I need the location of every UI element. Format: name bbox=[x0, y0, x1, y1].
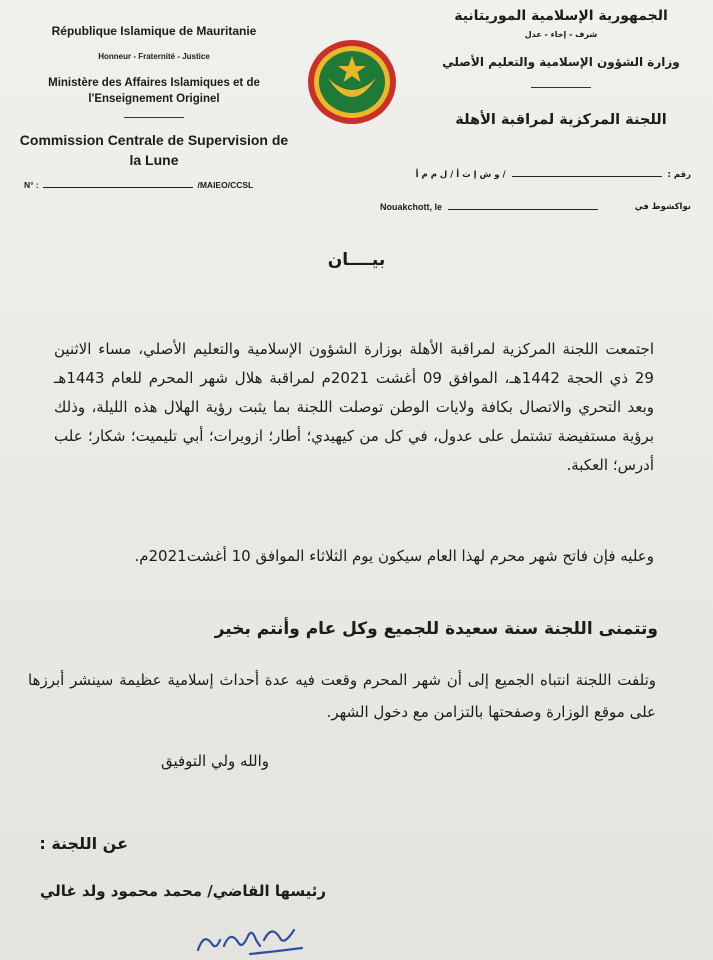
header-french bbox=[14, 18, 294, 170]
number-suffix-fr: /MAIEO/CCSL bbox=[197, 180, 254, 190]
number-label-ar: رقم : bbox=[667, 170, 691, 180]
commission-name-ar: اللجنة المركزية لمراقبة الأهلة bbox=[455, 112, 667, 128]
paragraph-wishes: وتتمنى اللجنة سنة سعيدة للجميع وكل عام وأنتم بخير bbox=[214, 619, 658, 639]
date-blank-line bbox=[448, 209, 598, 210]
commission-name-fr: Commission Centrale de Supervision de la Lune bbox=[19, 132, 289, 168]
country-name-ar: الجمهورية الإسلامية الموريتانية bbox=[454, 8, 668, 24]
header-divider-ar bbox=[531, 87, 591, 88]
reference-number-fr bbox=[24, 180, 253, 190]
closing-line: والله ولي التوفيق bbox=[160, 752, 270, 770]
place-date-label-fr: Nouakchott, le bbox=[380, 202, 443, 212]
signatory-name: رئيسها القاضي/ محمد محمود ولد غالي bbox=[40, 882, 327, 900]
place-date-fr bbox=[380, 202, 601, 212]
header-divider bbox=[124, 117, 184, 118]
number-suffix-ar: / و ش إ ت أ / ل م م أ bbox=[415, 170, 506, 180]
number-prefix-fr: N° : bbox=[24, 180, 39, 190]
country-name-fr: République Islamique de Mauritanie bbox=[51, 24, 257, 38]
handwritten-signature-icon bbox=[190, 910, 310, 960]
document-title: بيــــان bbox=[327, 250, 386, 270]
number-blank-line-ar bbox=[512, 176, 662, 177]
number-blank-line bbox=[43, 187, 193, 188]
national-emblem-icon bbox=[306, 38, 398, 126]
paragraph-notice: وتلفت اللجنة انتباه الجميع إلى أن شهر المحرم وقعت فيه عدة أحداث إسلامية عظيمة سينشر أبرزها على موقع الوزارة وصفحتها بالتزامن مع دخول الشهر. bbox=[28, 671, 656, 721]
paragraph-announcement: وعليه فإن فاتح شهر محرم لهذا العام سيكون يوم الثلاثاء الموافق 10 أغشت2021م. bbox=[134, 547, 654, 565]
motto-ar: شرف - إخاء - عدل bbox=[524, 30, 598, 39]
paragraph-meeting: اجتمعت اللجنة المركزية لمراقبة الأهلة بوزارة الشؤون الإسلامية والتعليم الأصلي، مساء الاثنين 29 ذي الحجة 1442هـ، الموافق 09 أغشت 2021م لمراقبة هلال شهر المحرم للعام 1443هـ وبعد التحري والاتصال بكافة ولايات الوطن توصلت اللجنة بما يثبت رؤية الهلال هذه الليلة، وذلك برؤية مستفيضة تشتمل على عدول، في كل من كيهيدي؛ أطار؛ ازويرات؛ أبي تليميت؛ شكار؛ علب أدرس؛ العكبة. bbox=[54, 340, 654, 474]
header-arabic bbox=[431, 8, 691, 128]
reference-number-ar bbox=[416, 170, 691, 180]
signature-label: عن اللجنة : bbox=[39, 834, 128, 853]
ministry-name-ar: وزارة الشؤون الإسلامية والتعليم الأصلي bbox=[442, 55, 680, 69]
motto-fr: Honneur - Fraternité - Justice bbox=[98, 52, 210, 61]
place-date-ar: نواكشوط في bbox=[634, 202, 691, 212]
ministry-name-fr: Ministère des Affaires Islamiques et de l'Enseignement Originel bbox=[48, 77, 260, 105]
